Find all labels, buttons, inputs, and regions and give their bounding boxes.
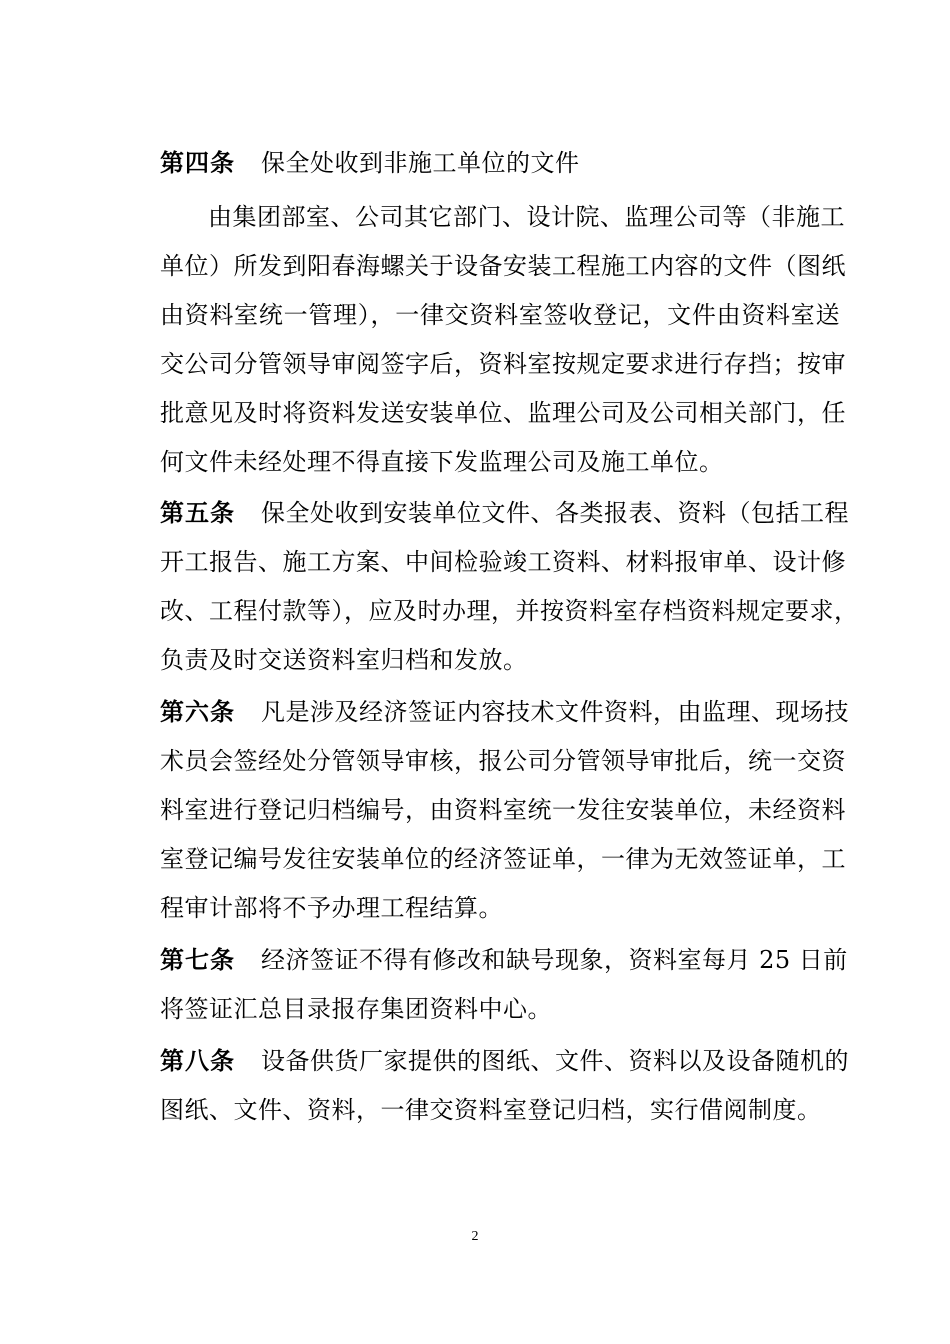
article-6-heading	[160, 697, 849, 727]
article-4-line-1: 由集团部室、公司其它部门、设计院、监理公司等（非施工	[208, 203, 845, 231]
article-8-label: 第八条	[160, 1046, 235, 1075]
page-number: 2	[471, 1229, 479, 1244]
article-4-heading	[160, 148, 840, 178]
article-7-heading	[160, 945, 848, 975]
article-8-line-1: 设备供货厂家提供的图纸、文件、资料以及设备随机的	[261, 1047, 849, 1075]
article-7-label: 第七条	[160, 945, 235, 974]
article-6-line-5: 程审计部将不予办理工程结算。	[160, 894, 503, 922]
article-8-line-2: 图纸、文件、资料，一律交资料室登记归档，实行借阅制度。	[160, 1096, 822, 1124]
article-4-line-5: 批意见及时将资料发送安装单位、监理公司及公司相关部门，任	[160, 399, 846, 427]
article-4-title: 保全处收到非施工单位的文件	[261, 149, 580, 177]
article-4-line-6: 何文件未经处理不得直接下发监理公司及施工单位。	[160, 448, 724, 476]
article-4-line-3: 由资料室统一管理），一律交资料室签收登记，文件由资料室送	[160, 301, 840, 329]
article-6-line-3: 料室进行登记归档编号，由资料室统一发往安装单位，未经资料	[160, 796, 846, 824]
article-4-line-2: 单位）所发到阳春海螺关于设备安装工程施工内容的文件（图纸	[160, 252, 846, 280]
article-5-line-4: 负责及时交送资料室归档和发放。	[160, 646, 528, 674]
article-6-line-2: 术员会签经处分管领导审核，报公司分管领导审批后，统一交资	[160, 747, 846, 775]
article-4-label: 第四条	[160, 148, 235, 177]
article-6-label: 第六条	[160, 697, 235, 726]
article-5-heading	[160, 498, 849, 528]
article-5-line-3: 改、工程付款等），应及时办理，并按资料室存档资料规定要求，	[160, 597, 859, 625]
article-6-line-4: 室登记编号发往安装单位的经济签证单，一律为无效签证单，工	[160, 845, 846, 873]
article-8-heading	[160, 1046, 849, 1076]
article-6-line-1: 凡是涉及经济签证内容技术文件资料，由监理、现场技	[261, 698, 849, 726]
article-7-line-1: 经济签证不得有修改和缺号现象，资料室每月 25 日前	[261, 946, 848, 974]
article-7-line-2: 将签证汇总目录报存集团资料中心。	[160, 995, 552, 1023]
article-5-line-1: 保全处收到安装单位文件、各类报表、资料（包括工程	[261, 499, 849, 527]
article-5-line-2: 开工报告、施工方案、中间检验竣工资料、材料报审单、设计修	[160, 548, 846, 576]
article-5-label: 第五条	[160, 498, 235, 527]
article-4-line-4: 交公司分管领导审阅签字后，资料室按规定要求进行存挡；按审	[160, 350, 846, 378]
